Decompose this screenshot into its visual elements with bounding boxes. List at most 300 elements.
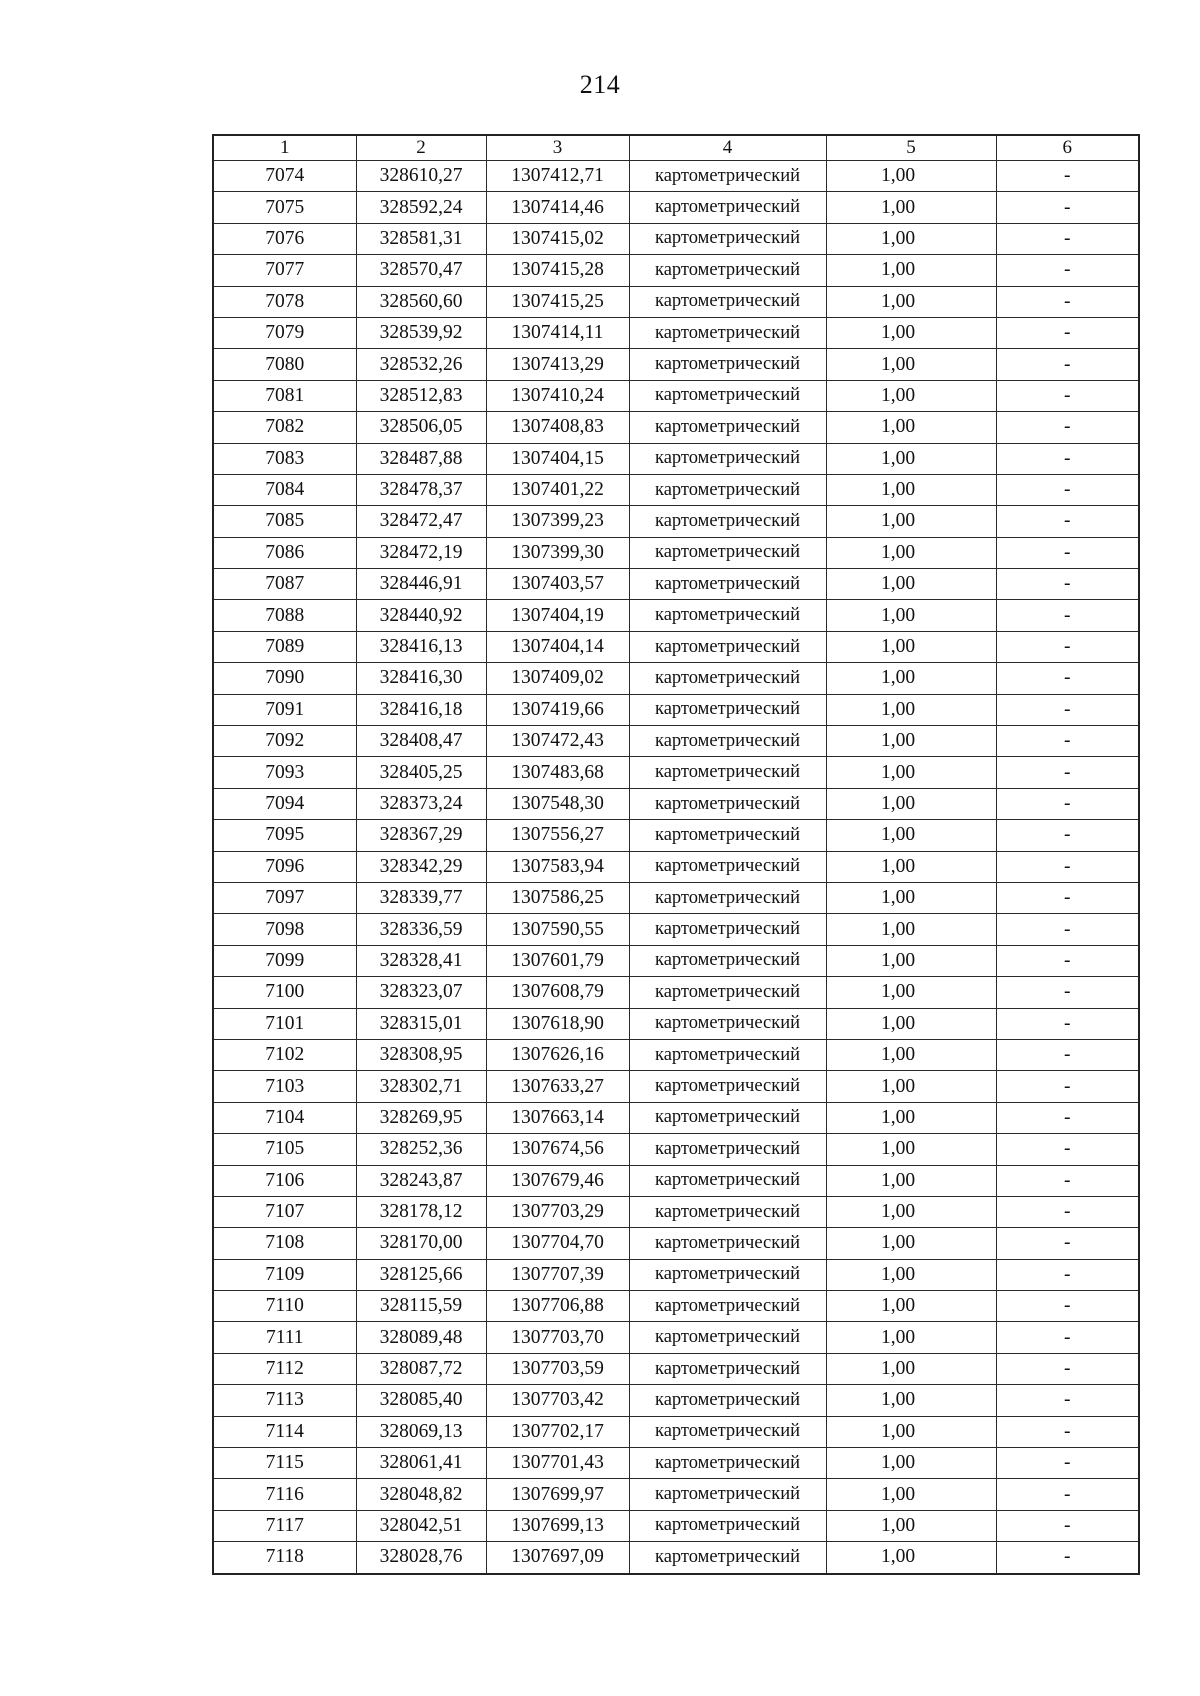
column-header: 2 [356, 135, 486, 161]
x-coordinate-cell: 328252,36 [356, 1134, 486, 1165]
y-coordinate-cell: 1307707,39 [486, 1259, 629, 1290]
method-cell: картометрический [629, 443, 826, 474]
y-coordinate-cell: 1307706,88 [486, 1291, 629, 1322]
method-cell: картометрический [629, 851, 826, 882]
accuracy-cell: 1,00 [826, 317, 996, 348]
point-number-cell: 7088 [213, 600, 356, 631]
point-number-cell: 7109 [213, 1259, 356, 1290]
x-coordinate-cell: 328061,41 [356, 1448, 486, 1479]
table-row [213, 569, 1139, 600]
method-cell: картометрический [629, 694, 826, 725]
point-number-cell: 7103 [213, 1071, 356, 1102]
method-cell: картометрический [629, 474, 826, 505]
accuracy-cell: 1,00 [826, 851, 996, 882]
x-coordinate-cell: 328416,13 [356, 631, 486, 662]
accuracy-cell: 1,00 [826, 1510, 996, 1541]
x-coordinate-cell: 328328,41 [356, 945, 486, 976]
method-cell: картометрический [629, 412, 826, 443]
note-cell: - [996, 474, 1139, 505]
point-number-cell: 7083 [213, 443, 356, 474]
method-cell: картометрический [629, 537, 826, 568]
point-number-cell: 7085 [213, 506, 356, 537]
point-number-cell: 7093 [213, 757, 356, 788]
method-cell: картометрический [629, 1510, 826, 1541]
x-coordinate-cell: 328042,51 [356, 1510, 486, 1541]
accuracy-cell: 1,00 [826, 1165, 996, 1196]
point-number-cell: 7116 [213, 1479, 356, 1510]
y-coordinate-cell: 1307663,14 [486, 1102, 629, 1133]
x-coordinate-cell: 328416,30 [356, 663, 486, 694]
accuracy-cell: 1,00 [826, 1259, 996, 1290]
table-row [213, 255, 1139, 286]
point-number-cell: 7118 [213, 1542, 356, 1574]
method-cell: картометрический [629, 945, 826, 976]
y-coordinate-cell: 1307404,14 [486, 631, 629, 662]
table-row [213, 1165, 1139, 1196]
note-cell: - [996, 1510, 1139, 1541]
accuracy-cell: 1,00 [826, 820, 996, 851]
point-number-cell: 7105 [213, 1134, 356, 1165]
table-row [213, 788, 1139, 819]
page-number: 214 [579, 70, 621, 99]
table-row [213, 506, 1139, 537]
x-coordinate-cell: 328243,87 [356, 1165, 486, 1196]
accuracy-cell: 1,00 [826, 1134, 996, 1165]
method-cell: картометрический [629, 1416, 826, 1447]
y-coordinate-cell: 1307415,28 [486, 255, 629, 286]
method-cell: картометрический [629, 1196, 826, 1227]
point-number-cell: 7084 [213, 474, 356, 505]
x-coordinate-cell: 328478,37 [356, 474, 486, 505]
note-cell: - [996, 1259, 1139, 1290]
table-row [213, 1542, 1139, 1574]
x-coordinate-cell: 328336,59 [356, 914, 486, 945]
method-cell: картометрический [629, 1228, 826, 1259]
note-cell: - [996, 1353, 1139, 1384]
table-row [213, 820, 1139, 851]
y-coordinate-cell: 1307601,79 [486, 945, 629, 976]
y-coordinate-cell: 1307404,15 [486, 443, 629, 474]
y-coordinate-cell: 1307703,59 [486, 1353, 629, 1384]
table-row [213, 882, 1139, 913]
method-cell: картометрический [629, 1134, 826, 1165]
method-cell: картометрический [629, 600, 826, 631]
note-cell: - [996, 788, 1139, 819]
x-coordinate-cell: 328125,66 [356, 1259, 486, 1290]
accuracy-cell: 1,00 [826, 600, 996, 631]
method-cell: картометрический [629, 882, 826, 913]
table-row [213, 694, 1139, 725]
method-cell: картометрический [629, 1039, 826, 1070]
table-row [213, 1448, 1139, 1479]
x-coordinate-cell: 328440,92 [356, 600, 486, 631]
y-coordinate-cell: 1307674,56 [486, 1134, 629, 1165]
x-coordinate-cell: 328539,92 [356, 317, 486, 348]
table-row [213, 380, 1139, 411]
column-header: 1 [213, 135, 356, 161]
table-row [213, 1259, 1139, 1290]
table-row [213, 1196, 1139, 1227]
table-row [213, 1385, 1139, 1416]
method-cell: картометрический [629, 631, 826, 662]
x-coordinate-cell: 328506,05 [356, 412, 486, 443]
y-coordinate-cell: 1307403,57 [486, 569, 629, 600]
table-row [213, 663, 1139, 694]
point-number-cell: 7082 [213, 412, 356, 443]
coordinates-table [212, 134, 1140, 1575]
note-cell: - [996, 1102, 1139, 1133]
table-row [213, 412, 1139, 443]
y-coordinate-cell: 1307399,30 [486, 537, 629, 568]
accuracy-cell: 1,00 [826, 1353, 996, 1384]
method-cell: картометрический [629, 914, 826, 945]
note-cell: - [996, 726, 1139, 757]
table-row [213, 851, 1139, 882]
y-coordinate-cell: 1307415,02 [486, 223, 629, 254]
column-header: 3 [486, 135, 629, 161]
x-coordinate-cell: 328592,24 [356, 192, 486, 223]
accuracy-cell: 1,00 [826, 1542, 996, 1574]
point-number-cell: 7079 [213, 317, 356, 348]
table-row [213, 286, 1139, 317]
point-number-cell: 7107 [213, 1196, 356, 1227]
table-body [213, 161, 1139, 1574]
method-cell: картометрический [629, 1448, 826, 1479]
accuracy-cell: 1,00 [826, 161, 996, 192]
note-cell: - [996, 317, 1139, 348]
table-row [213, 1353, 1139, 1384]
table-row [213, 914, 1139, 945]
point-number-cell: 7104 [213, 1102, 356, 1133]
x-coordinate-cell: 328570,47 [356, 255, 486, 286]
point-number-cell: 7099 [213, 945, 356, 976]
point-number-cell: 7112 [213, 1353, 356, 1384]
note-cell: - [996, 255, 1139, 286]
point-number-cell: 7113 [213, 1385, 356, 1416]
accuracy-cell: 1,00 [826, 349, 996, 380]
x-coordinate-cell: 328069,13 [356, 1416, 486, 1447]
accuracy-cell: 1,00 [826, 882, 996, 913]
accuracy-cell: 1,00 [826, 1385, 996, 1416]
point-number-cell: 7096 [213, 851, 356, 882]
note-cell: - [996, 1385, 1139, 1416]
y-coordinate-cell: 1307410,24 [486, 380, 629, 411]
y-coordinate-cell: 1307699,97 [486, 1479, 629, 1510]
note-cell: - [996, 820, 1139, 851]
point-number-cell: 7106 [213, 1165, 356, 1196]
table-row [213, 945, 1139, 976]
accuracy-cell: 1,00 [826, 1071, 996, 1102]
y-coordinate-cell: 1307408,83 [486, 412, 629, 443]
method-cell: картометрический [629, 1291, 826, 1322]
table-row [213, 1479, 1139, 1510]
accuracy-cell: 1,00 [826, 977, 996, 1008]
note-cell: - [996, 1196, 1139, 1227]
note-cell: - [996, 569, 1139, 600]
note-cell: - [996, 663, 1139, 694]
point-number-cell: 7091 [213, 694, 356, 725]
x-coordinate-cell: 328560,60 [356, 286, 486, 317]
point-number-cell: 7075 [213, 192, 356, 223]
accuracy-cell: 1,00 [826, 537, 996, 568]
x-coordinate-cell: 328323,07 [356, 977, 486, 1008]
y-coordinate-cell: 1307701,43 [486, 1448, 629, 1479]
table-row [213, 1134, 1139, 1165]
x-coordinate-cell: 328170,00 [356, 1228, 486, 1259]
coordinates-table-container [212, 134, 1138, 1575]
point-number-cell: 7086 [213, 537, 356, 568]
point-number-cell: 7094 [213, 788, 356, 819]
method-cell: картометрический [629, 223, 826, 254]
x-coordinate-cell: 328405,25 [356, 757, 486, 788]
x-coordinate-cell: 328472,19 [356, 537, 486, 568]
y-coordinate-cell: 1307483,68 [486, 757, 629, 788]
y-coordinate-cell: 1307590,55 [486, 914, 629, 945]
y-coordinate-cell: 1307608,79 [486, 977, 629, 1008]
y-coordinate-cell: 1307399,23 [486, 506, 629, 537]
accuracy-cell: 1,00 [826, 1416, 996, 1447]
note-cell: - [996, 600, 1139, 631]
table-row [213, 631, 1139, 662]
accuracy-cell: 1,00 [826, 1102, 996, 1133]
point-number-cell: 7117 [213, 1510, 356, 1541]
note-cell: - [996, 1165, 1139, 1196]
point-number-cell: 7098 [213, 914, 356, 945]
table-row [213, 1039, 1139, 1070]
accuracy-cell: 1,00 [826, 1291, 996, 1322]
x-coordinate-cell: 328269,95 [356, 1102, 486, 1133]
method-cell: картометрический [629, 286, 826, 317]
note-cell: - [996, 1416, 1139, 1447]
accuracy-cell: 1,00 [826, 726, 996, 757]
x-coordinate-cell: 328342,29 [356, 851, 486, 882]
note-cell: - [996, 443, 1139, 474]
accuracy-cell: 1,00 [826, 631, 996, 662]
y-coordinate-cell: 1307414,46 [486, 192, 629, 223]
x-coordinate-cell: 328512,83 [356, 380, 486, 411]
y-coordinate-cell: 1307419,66 [486, 694, 629, 725]
y-coordinate-cell: 1307703,70 [486, 1322, 629, 1353]
y-coordinate-cell: 1307472,43 [486, 726, 629, 757]
method-cell: картометрический [629, 192, 826, 223]
accuracy-cell: 1,00 [826, 757, 996, 788]
y-coordinate-cell: 1307633,27 [486, 1071, 629, 1102]
accuracy-cell: 1,00 [826, 286, 996, 317]
point-number-cell: 7090 [213, 663, 356, 694]
point-number-cell: 7101 [213, 1008, 356, 1039]
accuracy-cell: 1,00 [826, 1448, 996, 1479]
method-cell: картометрический [629, 1542, 826, 1574]
accuracy-cell: 1,00 [826, 945, 996, 976]
method-cell: картометрический [629, 506, 826, 537]
accuracy-cell: 1,00 [826, 223, 996, 254]
method-cell: картометрический [629, 1479, 826, 1510]
point-number-cell: 7110 [213, 1291, 356, 1322]
method-cell: картометрический [629, 161, 826, 192]
table-row [213, 1510, 1139, 1541]
method-cell: картометрический [629, 788, 826, 819]
accuracy-cell: 1,00 [826, 474, 996, 505]
x-coordinate-cell: 328416,18 [356, 694, 486, 725]
x-coordinate-cell: 328089,48 [356, 1322, 486, 1353]
note-cell: - [996, 1479, 1139, 1510]
x-coordinate-cell: 328532,26 [356, 349, 486, 380]
method-cell: картометрический [629, 820, 826, 851]
y-coordinate-cell: 1307409,02 [486, 663, 629, 694]
point-number-cell: 7092 [213, 726, 356, 757]
point-number-cell: 7078 [213, 286, 356, 317]
method-cell: картометрический [629, 569, 826, 600]
x-coordinate-cell: 328610,27 [356, 161, 486, 192]
note-cell: - [996, 631, 1139, 662]
point-number-cell: 7087 [213, 569, 356, 600]
accuracy-cell: 1,00 [826, 1479, 996, 1510]
accuracy-cell: 1,00 [826, 1322, 996, 1353]
accuracy-cell: 1,00 [826, 255, 996, 286]
y-coordinate-cell: 1307679,46 [486, 1165, 629, 1196]
y-coordinate-cell: 1307401,22 [486, 474, 629, 505]
x-coordinate-cell: 328087,72 [356, 1353, 486, 1384]
method-cell: картометрический [629, 1165, 826, 1196]
x-coordinate-cell: 328028,76 [356, 1542, 486, 1574]
accuracy-cell: 1,00 [826, 694, 996, 725]
note-cell: - [996, 851, 1139, 882]
point-number-cell: 7076 [213, 223, 356, 254]
table-row [213, 726, 1139, 757]
table-row [213, 474, 1139, 505]
x-coordinate-cell: 328472,47 [356, 506, 486, 537]
note-cell: - [996, 1291, 1139, 1322]
note-cell: - [996, 506, 1139, 537]
note-cell: - [996, 537, 1139, 568]
y-coordinate-cell: 1307703,29 [486, 1196, 629, 1227]
x-coordinate-cell: 328302,71 [356, 1071, 486, 1102]
y-coordinate-cell: 1307703,42 [486, 1385, 629, 1416]
note-cell: - [996, 1542, 1139, 1574]
x-coordinate-cell: 328339,77 [356, 882, 486, 913]
note-cell: - [996, 1039, 1139, 1070]
note-cell: - [996, 757, 1139, 788]
note-cell: - [996, 882, 1139, 913]
point-number-cell: 7100 [213, 977, 356, 1008]
y-coordinate-cell: 1307548,30 [486, 788, 629, 819]
x-coordinate-cell: 328308,95 [356, 1039, 486, 1070]
note-cell: - [996, 1322, 1139, 1353]
note-cell: - [996, 694, 1139, 725]
accuracy-cell: 1,00 [826, 192, 996, 223]
y-coordinate-cell: 1307413,29 [486, 349, 629, 380]
point-number-cell: 7114 [213, 1416, 356, 1447]
accuracy-cell: 1,00 [826, 788, 996, 819]
y-coordinate-cell: 1307699,13 [486, 1510, 629, 1541]
table-row [213, 1228, 1139, 1259]
x-coordinate-cell: 328487,88 [356, 443, 486, 474]
point-number-cell: 7077 [213, 255, 356, 286]
point-number-cell: 7111 [213, 1322, 356, 1353]
x-coordinate-cell: 328408,47 [356, 726, 486, 757]
column-header: 5 [826, 135, 996, 161]
method-cell: картометрический [629, 1385, 826, 1416]
y-coordinate-cell: 1307702,17 [486, 1416, 629, 1447]
accuracy-cell: 1,00 [826, 506, 996, 537]
accuracy-cell: 1,00 [826, 380, 996, 411]
accuracy-cell: 1,00 [826, 412, 996, 443]
table-row [213, 192, 1139, 223]
method-cell: картометрический [629, 255, 826, 286]
table-row [213, 1071, 1139, 1102]
point-number-cell: 7102 [213, 1039, 356, 1070]
method-cell: картометрический [629, 1322, 826, 1353]
x-coordinate-cell: 328178,12 [356, 1196, 486, 1227]
column-header: 6 [996, 135, 1139, 161]
point-number-cell: 7095 [213, 820, 356, 851]
column-header: 4 [629, 135, 826, 161]
table-row [213, 161, 1139, 192]
method-cell: картометрический [629, 1008, 826, 1039]
y-coordinate-cell: 1307586,25 [486, 882, 629, 913]
y-coordinate-cell: 1307618,90 [486, 1008, 629, 1039]
table-row [213, 1008, 1139, 1039]
y-coordinate-cell: 1307697,09 [486, 1542, 629, 1574]
table-row [213, 1291, 1139, 1322]
y-coordinate-cell: 1307704,70 [486, 1228, 629, 1259]
note-cell: - [996, 412, 1139, 443]
x-coordinate-cell: 328115,59 [356, 1291, 486, 1322]
x-coordinate-cell: 328048,82 [356, 1479, 486, 1510]
table-row [213, 600, 1139, 631]
accuracy-cell: 1,00 [826, 914, 996, 945]
accuracy-cell: 1,00 [826, 1228, 996, 1259]
note-cell: - [996, 1228, 1139, 1259]
method-cell: картометрический [629, 1102, 826, 1133]
note-cell: - [996, 945, 1139, 976]
accuracy-cell: 1,00 [826, 443, 996, 474]
note-cell: - [996, 977, 1139, 1008]
y-coordinate-cell: 1307415,25 [486, 286, 629, 317]
note-cell: - [996, 161, 1139, 192]
accuracy-cell: 1,00 [826, 1039, 996, 1070]
method-cell: картометрический [629, 757, 826, 788]
y-coordinate-cell: 1307626,16 [486, 1039, 629, 1070]
point-number-cell: 7115 [213, 1448, 356, 1479]
note-cell: - [996, 1008, 1139, 1039]
table-row [213, 977, 1139, 1008]
x-coordinate-cell: 328085,40 [356, 1385, 486, 1416]
method-cell: картометрический [629, 1259, 826, 1290]
table-header-row [213, 135, 1139, 161]
note-cell: - [996, 1448, 1139, 1479]
table-row [213, 1102, 1139, 1133]
y-coordinate-cell: 1307412,71 [486, 161, 629, 192]
point-number-cell: 7081 [213, 380, 356, 411]
method-cell: картометрический [629, 317, 826, 348]
table-row [213, 757, 1139, 788]
table-row [213, 443, 1139, 474]
table-row [213, 1416, 1139, 1447]
point-number-cell: 7080 [213, 349, 356, 380]
point-number-cell: 7074 [213, 161, 356, 192]
method-cell: картометрический [629, 1353, 826, 1384]
x-coordinate-cell: 328367,29 [356, 820, 486, 851]
note-cell: - [996, 1071, 1139, 1102]
method-cell: картометрический [629, 726, 826, 757]
accuracy-cell: 1,00 [826, 1196, 996, 1227]
method-cell: картометрический [629, 1071, 826, 1102]
method-cell: картометрический [629, 977, 826, 1008]
y-coordinate-cell: 1307556,27 [486, 820, 629, 851]
note-cell: - [996, 380, 1139, 411]
method-cell: картометрический [629, 663, 826, 694]
